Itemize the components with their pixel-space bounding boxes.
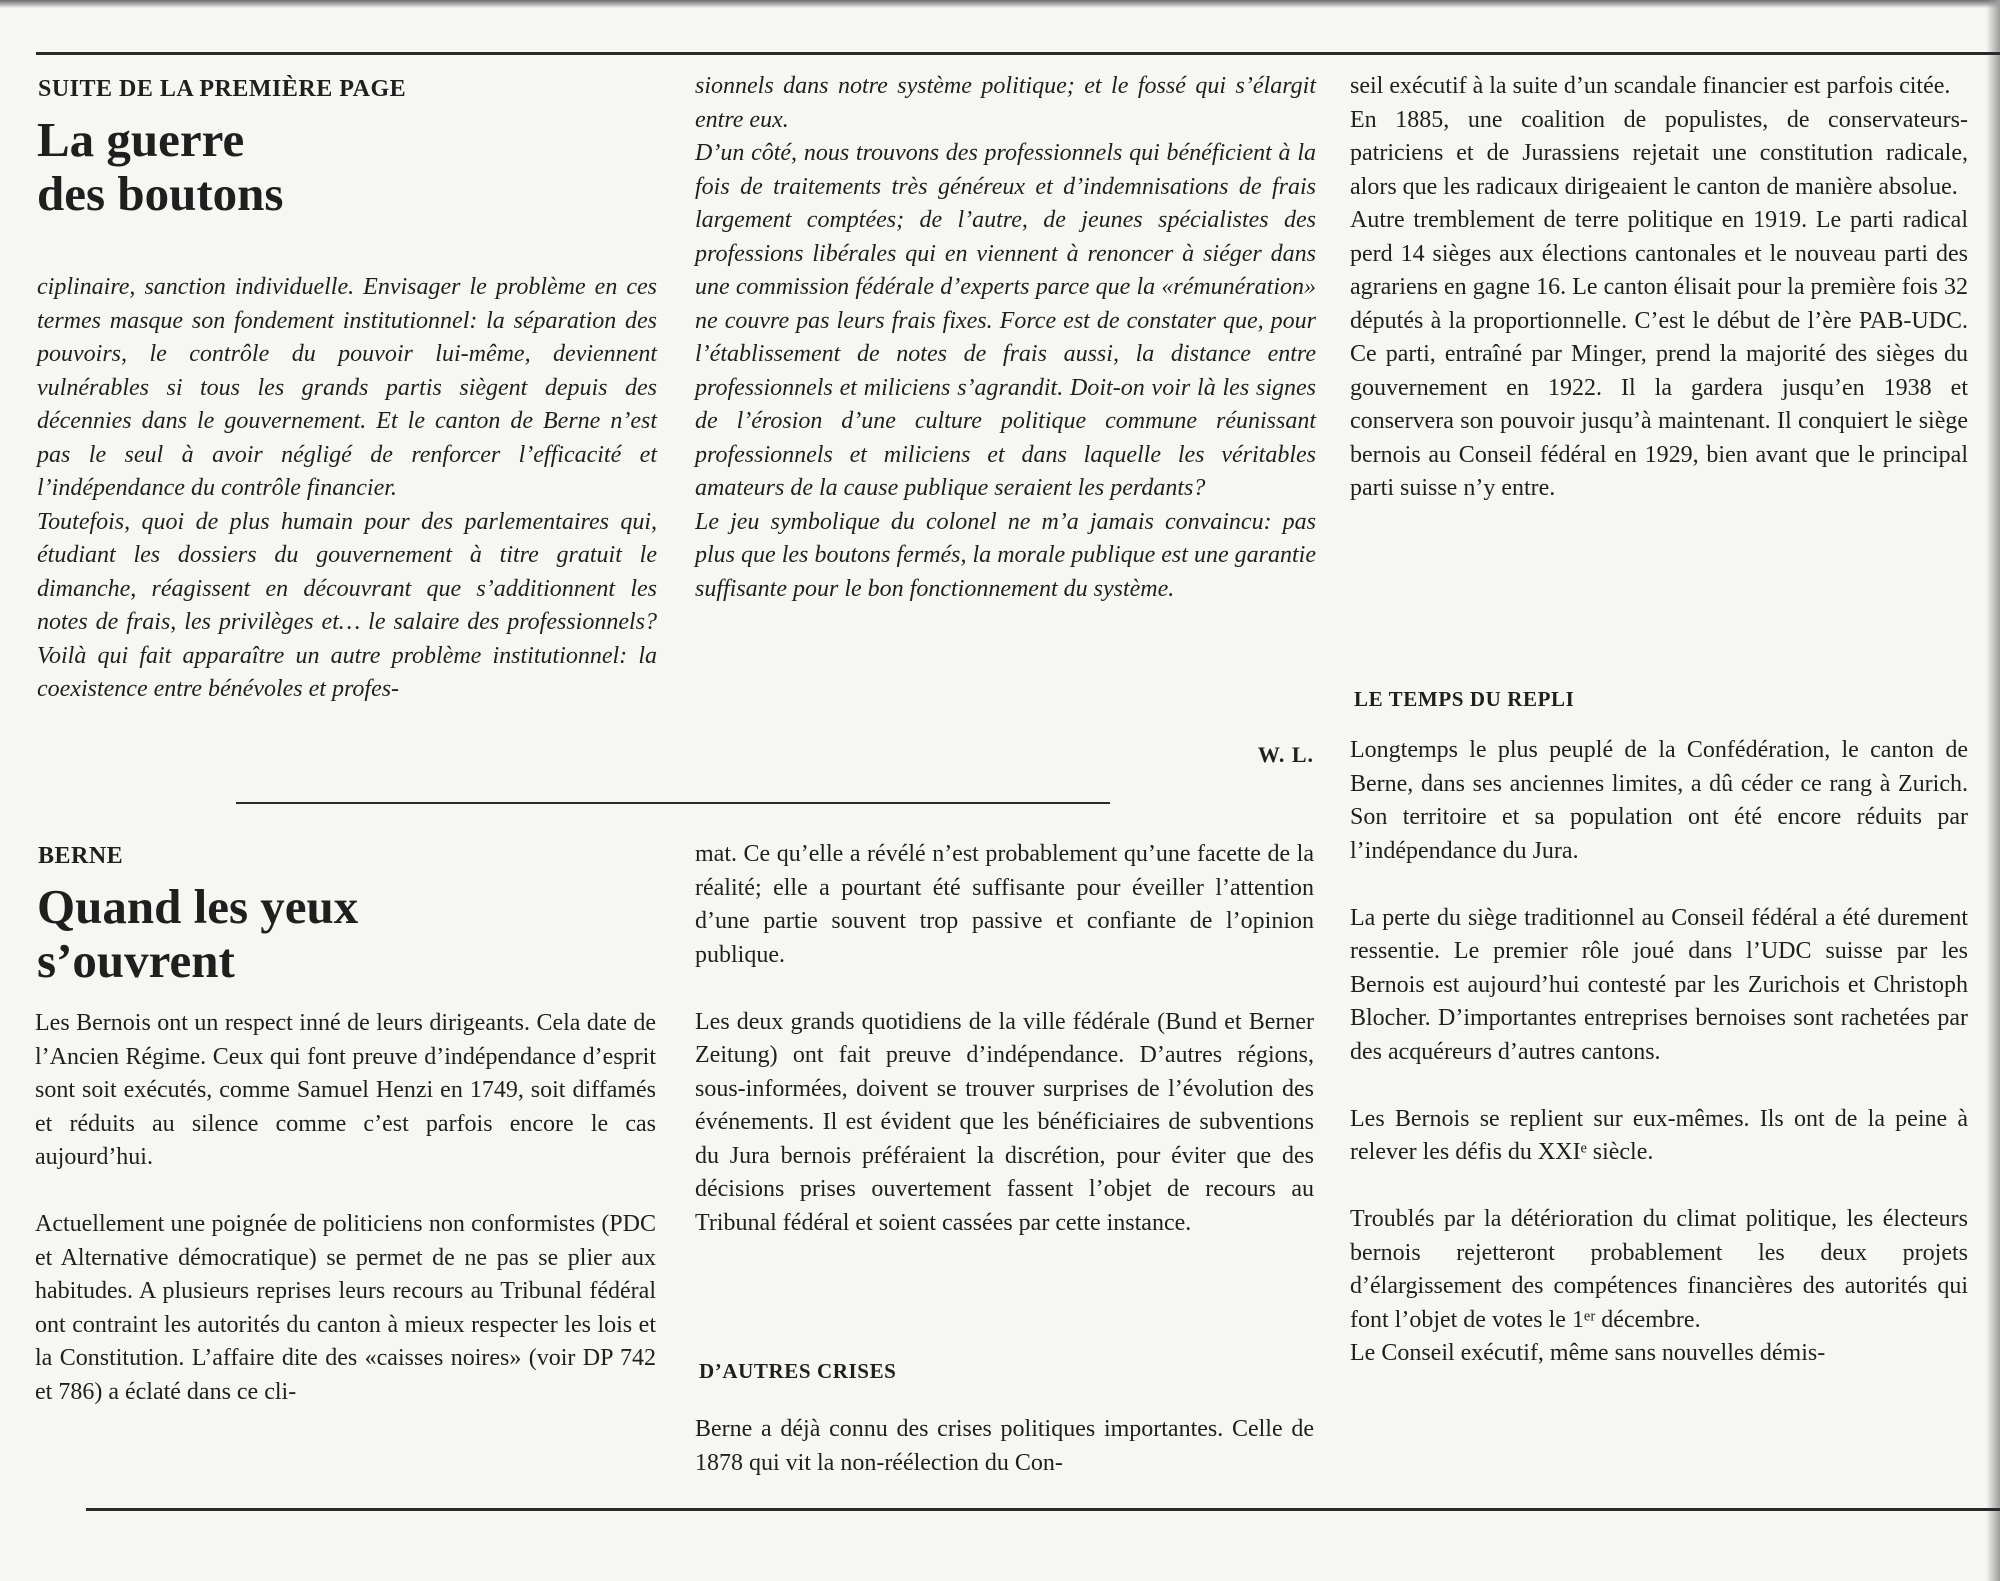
article2-column-2-continued [695,1413,1314,1480]
article1-headline: La guerre des boutons [37,112,284,221]
paragraph: Les Bernois ont un respect inné de leurs dirigeants. Cela date de l’Ancien Régime. Ceux qui font preuve d’indépendance d’esprit sont soit exécutés, comme Samuel Henzi en 1749, soit diffamés et réduits au silence comme c’est parfois encore le cas aujourd’hui. [35,1010,656,1170]
article2-column-1 [35,1007,656,1409]
paragraph: En 1885, une coalition de populistes, de conservateurs-patriciens et de Jurassiens rejetait une constitution radicale, alors que les radicaux dirigeaient le canton de manière absolue. [1350,106,1968,200]
paragraph: Le jeu symbolique du colonel ne m’a jamais convaincu: pas plus que les boutons fermés, la morale publique est une garantie suffisante pour le bon fonctionnement du système. [695,508,1316,602]
article2-column-3-bottom [1350,734,1968,1371]
paragraph: Berne a déjà connu des crises politiques importantes. Celle de 1878 qui vit la non-réélection du Con- [695,1416,1314,1476]
paragraph: Les Bernois se replient sur eux-mêmes. Ils ont de la peine à relever les défis du XXIᵉ siècle. [1350,1105,1968,1165]
paragraph: ciplinaire, sanction individuelle. Envisager le problème en ces termes masque son fondement institutionnel: la séparation des pouvoirs, le contrôle du pouvoir lui-même, deviennent vulnérables si tous les grands partis siègent depuis des décennies dans le gouvernement. Et le canton de Berne n’est pas le seul à avoir négligé de renforcer l’efficacité et l’indépendance du contrôle financier. [37,274,657,501]
paragraph: Autre tremblement de terre politique en 1919. Le parti radical perd 14 sièges aux élections cantonales et le nouveau parti des agrariens en gagne 16. Le canton élisait pour la première fois 32 députés à la proportionnelle. C’est le début de l’ère PAB-UDC. Ce parti, entraîné par Minger, prend la majorité des sièges du gouvernement en 1922. Il la gardera jusqu’en 1938 et conservera son pouvoir jusqu’à maintenant. Il conquiert le siège bernois au Conseil fédéral en 1929, bien avant que le principal parti suisse n’y entre. [1350,207,1968,501]
paragraph: Troublés par la détérioration du climat politique, les électeurs bernois rejetteront probablement les deux projets d’élargissement des compétences financières des autorités qui font l’objet de votes le 1ᵉʳ décembre. [1350,1206,1968,1333]
article2-column-3-top [1350,70,1968,506]
paragraph: mat. Ce qu’elle a révélé n’est probablement qu’une facette de la réalité; elle a pourtant été suffisante pour éveiller l’attention d’une partie souvent trop passive et confiante de l’opinion publique. [695,841,1314,968]
bottom-rule [86,1508,2000,1511]
paragraph: Longtemps le plus peuplé de la Confédération, le canton de Berne, dans ses anciennes limites, a dû céder ce rang à Zurich. Son territoire et sa population ont été encore réduits par l’indépendance du Jura. [1350,737,1968,864]
paragraph: La perte du siège traditionnel au Conseil fédéral a été durement ressentie. Le premier rôle joué dans l’UDC suisse par les Bernois est aujourd’hui contesté par les Zurichois et Christoph Blocher. D’importantes entreprises bernoises sont rachetées par des acquéreurs d’autres cantons. [1350,904,1968,1065]
article-separator-rule [236,802,1110,804]
paragraph: Les deux grands quotidiens de la ville fédérale (Bund et Berner Zeitung) ont fait preuve d’indépendance. D’autres régions, sous-informées, doivent se trouver surprises de l’évolution des événements. Il est évident que les bénéficiaires de subventions du Jura bernois préféraient la discrétion, pour éviter que des décisions prises ouvertement fassent l’objet de recours au Tribunal fédéral et soient cassées par cette instance. [695,1008,1314,1236]
article1-column-2 [695,70,1316,606]
paragraph: Actuellement une poignée de politiciens non conformistes (PDC et Alternative démocratique) se permet de ne pas se plier aux habitudes. A plusieurs reprises leurs recours au Tribunal fédéral ont contraint les autorités du canton à mieux respecter les lois et la Constitution. L’affaire dite des «caisses noires» (voir DP 742 et 786) a éclaté dans ce cli- [35,1211,656,1405]
article2-column-2 [695,838,1314,1240]
article1-column-1 [37,271,657,707]
subhead-autres-crises: D’AUTRES CRISES [699,1359,897,1383]
top-rule [36,52,2000,55]
article2-headline: Quand les yeux s’ouvrent [37,879,359,988]
paragraph: sionnels dans notre système politique; et le fossé qui s’élargit entre eux. [695,73,1316,133]
article1-kicker: SUITE DE LA PREMIÈRE PAGE [38,76,407,102]
subhead-temps-du-repli: LE TEMPS DU REPLI [1354,687,1575,711]
paragraph: Le Conseil exécutif, même sans nouvelles démis- [1350,1340,1826,1366]
scan-edge-right [1986,0,2000,1581]
paragraph: seil exécutif à la suite d’un scandale financier est parfois citée. [1350,73,1951,99]
paragraph: D’un côté, nous trouvons des professionnels qui bénéficient à la fois de traitements très généreux et d’indemnisations de frais largement comptées; de l’autre, de jeunes spécialistes des professions libérales qui en viennent à renoncer à siéger dans une commission fédérale d’experts parce que la «rémunération» ne couvre pas leurs frais fixes. Force est de constater que, pour l’établissement de notes de frais aussi, la distance entre professionnels et miliciens s’agrandit. Doit-on voir là les signes de l’érosion d’une culture politique commune réunissant professionnels et miliciens et dans laquelle les véritables amateurs de la cause publique seraient les perdants? [695,140,1316,501]
article1-signature: W. L. [1257,742,1314,767]
article2-kicker: BERNE [38,843,124,869]
scan-edge-top [0,0,2000,8]
paragraph: Toutefois, quoi de plus humain pour des parlementaires qui, étudiant les dossiers du gouvernement à titre gratuit le dimanche, réagissent en découvrant que s’additionnent les notes de frais, les privilèges et… le salaire des professionnels? Voilà qui fait apparaître un autre problème institutionnel: la coexistence entre bénévoles et profes- [37,508,657,702]
